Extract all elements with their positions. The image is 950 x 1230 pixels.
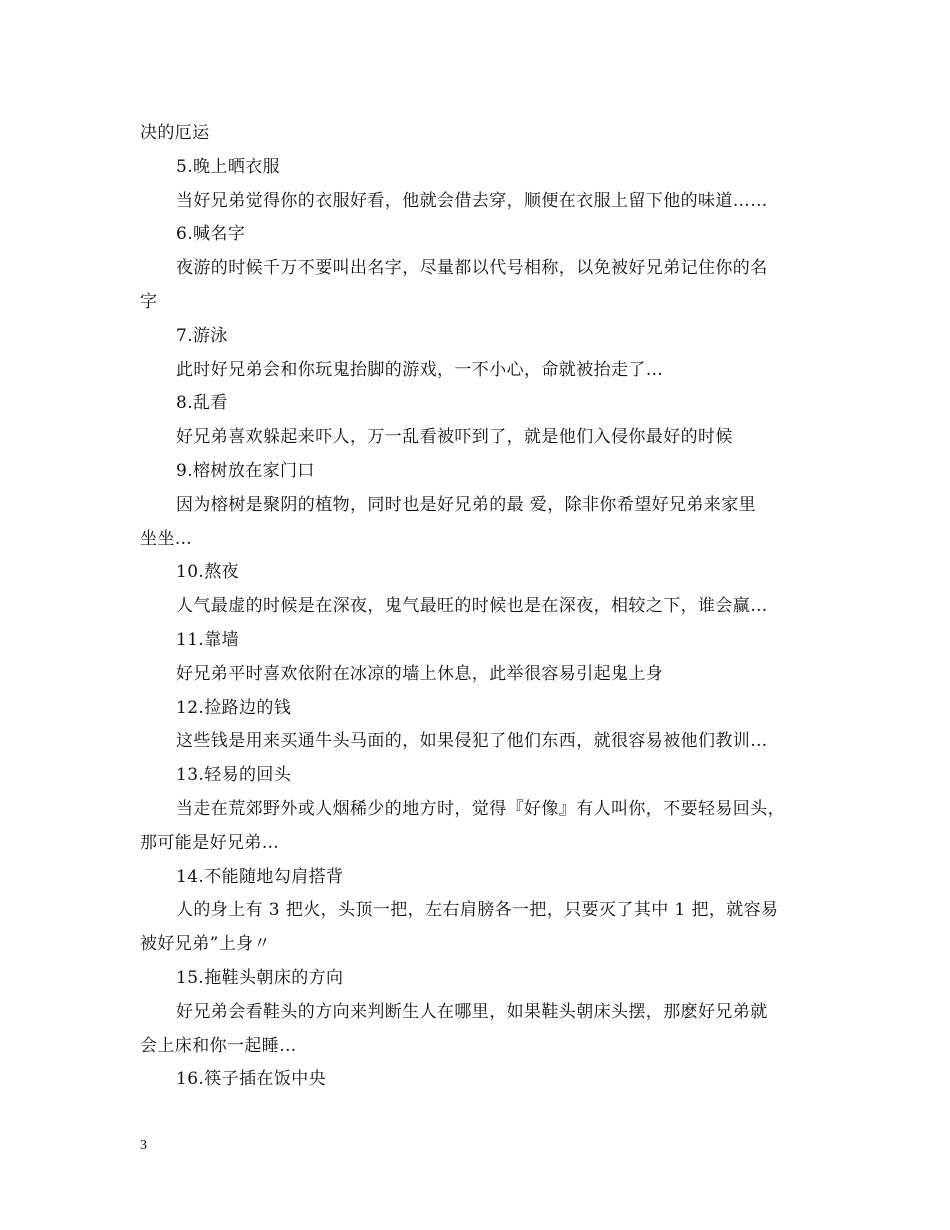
item-heading: 16.筷子插在饭中央: [176, 1069, 327, 1090]
paragraph-line: 好兄弟喜欢躲起来吓人，万一乱看被吓到了，就是他们入侵你最好的时候: [176, 427, 733, 448]
paragraph-line-continuation: 字: [140, 291, 158, 312]
page-number: 3: [140, 1138, 147, 1153]
item-heading: 7.游泳: [176, 325, 228, 346]
paragraph-line-continuation: 被好兄弟”上身〃: [140, 934, 271, 955]
item-heading: 11.靠墙: [176, 629, 240, 650]
paragraph-line: 此时好兄弟会和你玩鬼抬脚的游戏，一不小心，命就被抬走了…: [176, 359, 664, 380]
item-heading: 10.熬夜: [176, 562, 240, 583]
paragraph-line: 当好兄弟觉得你的衣服好看，他就会借去穿，顺便在衣服上留下他的味道……: [176, 190, 768, 211]
paragraph-line: 因为榕树是聚阴的植物，同时也是好兄弟的最 爱，除非你希望好兄弟来家里: [176, 494, 757, 515]
item-heading: 14.不能随地勾肩搭背: [176, 866, 344, 887]
text-line-continuation: 决的厄运: [140, 123, 210, 143]
paragraph-line: 人气最虚的时候是在深夜，鬼气最旺的时候也是在深夜，相较之下，谁会赢…: [176, 596, 768, 617]
item-heading: 5.晚上晒衣服: [176, 156, 281, 177]
paragraph-line: 这些钱是用来买通牛头马面的，如果侵犯了他们东西，就很容易被他们教训…: [176, 731, 768, 752]
paragraph-line-continuation: 那可能是好兄弟…: [140, 832, 280, 853]
paragraph-line: 夜游的时候千万不要叫出名字，尽量都以代号相称，以免被好兄弟记住你的名: [176, 258, 768, 279]
page-body: [140, 117, 830, 1097]
paragraph-line: 人的身上有 3 把火，头顶一把，左右肩膀各一把，只要灭了其中 1 把，就容易: [176, 900, 779, 921]
paragraph-line: 好兄弟平时喜欢依附在冰凉的墙上休息，此举很容易引起鬼上身: [176, 663, 664, 684]
item-heading: 8.乱看: [176, 393, 228, 414]
item-heading: 9.榕树放在家门口: [176, 460, 315, 481]
paragraph-line-continuation: 坐坐…: [140, 528, 193, 549]
paragraph-line: 好兄弟会看鞋头的方向来判断生人在哪里，如果鞋头朝床头摆，那麽好兄弟就: [176, 1001, 768, 1022]
item-heading: 15.拖鞋头朝床的方向: [176, 967, 344, 988]
paragraph-line: 当走在荒郊野外或人烟稀少的地方时，觉得『好像』有人叫你，不要轻易回头，: [176, 798, 785, 819]
item-heading: 13.轻易的回头: [176, 765, 292, 786]
paragraph-line-continuation: 会上床和你一起睡…: [140, 1035, 297, 1056]
item-heading: 6.喊名字: [176, 224, 246, 245]
item-heading: 12.捡路边的钱: [176, 697, 292, 718]
